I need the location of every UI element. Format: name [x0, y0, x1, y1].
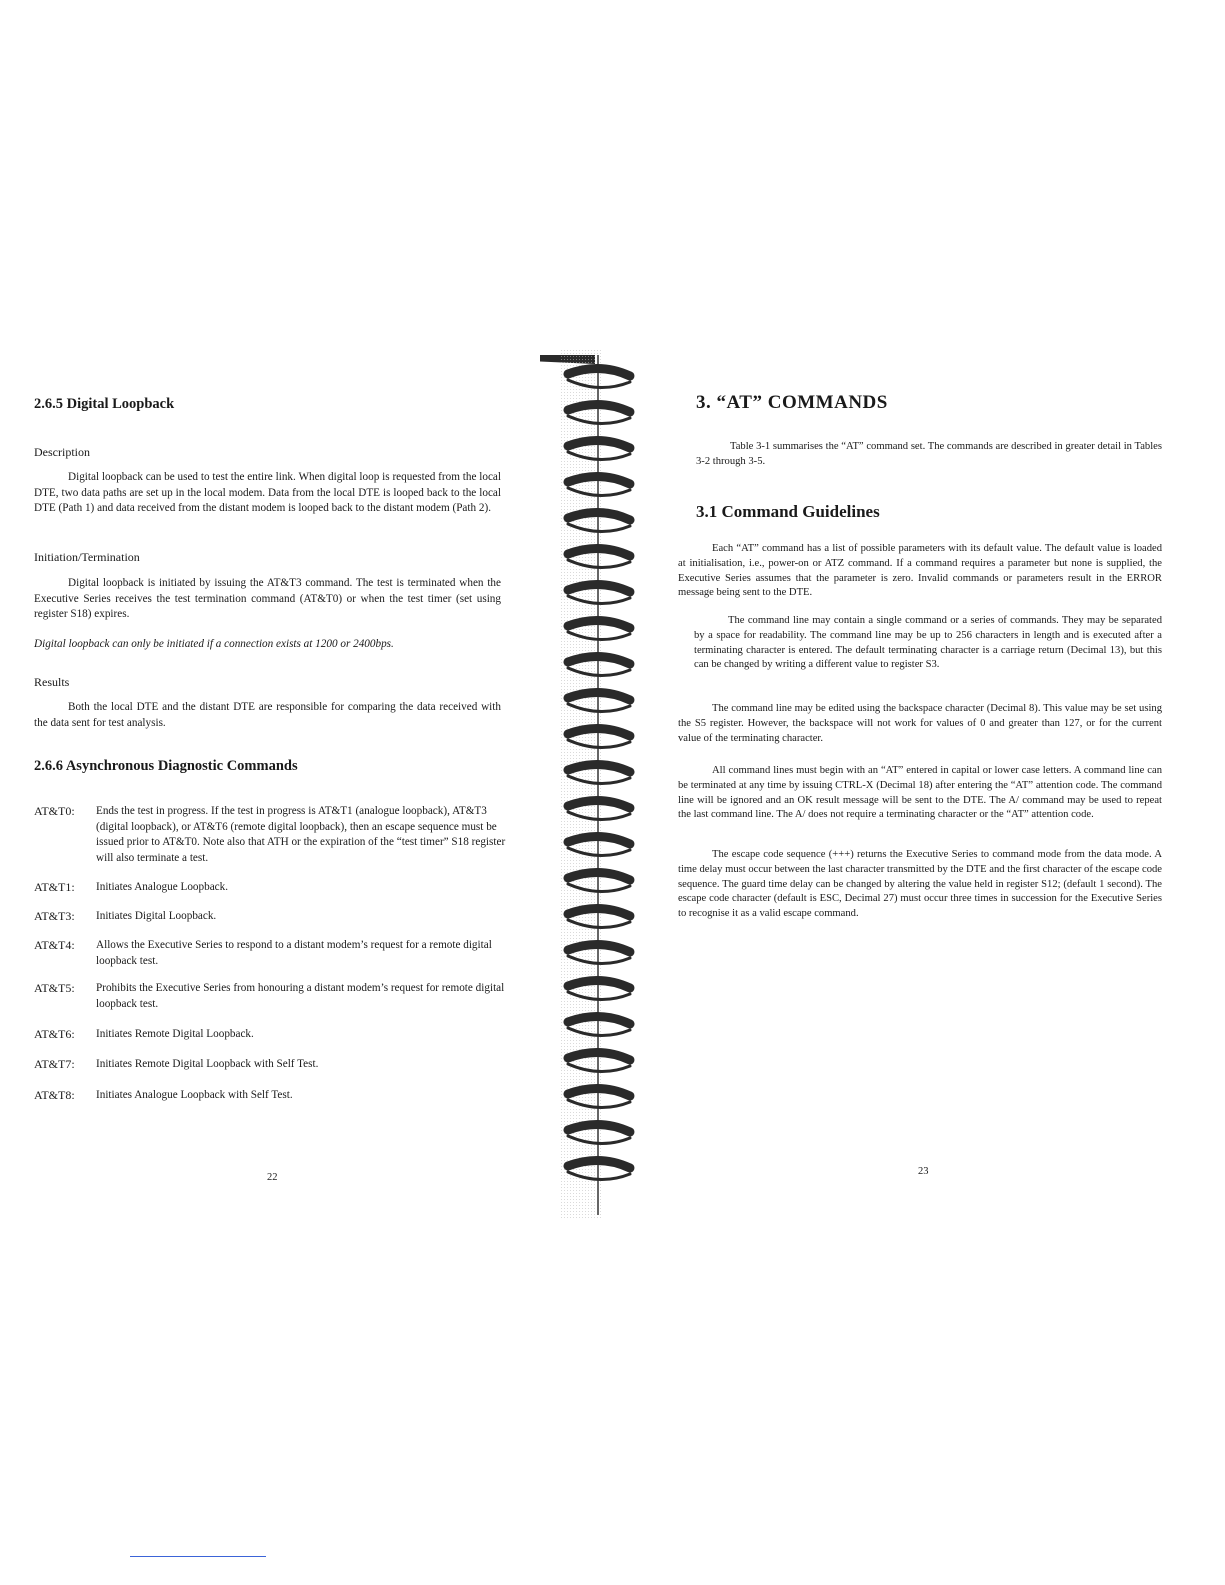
loopback-note: Digital loopback can only be initiated if a connection exists at 1200 or 2400bps.: [34, 638, 394, 650]
command-desc: Initiates Remote Digital Loopback.: [96, 1028, 254, 1040]
initiation-text: Digital loopback is initiated by issuing the AT&T3 command. The test is terminated when the Executive Series receives the test termination command (AT&T0) or when the test timer (set using register S18) expires.: [34, 577, 501, 620]
left-page: [0, 0, 560, 1585]
spiral-binding-icon: [540, 350, 680, 1220]
description-heading: Description: [34, 445, 90, 459]
guideline-text: All command lines must begin with an “AT” entered in capital or lower case letters. A command line can be terminated at any time by issuing CTRL-X (Decimal 18) after entering the “AT” attention code. The command line will be ignored and an OK result message will be sent to the DTE. The A/ command may be used to repeat the last command line. The A/ does not require a terminating character or the “AT” attention code.: [678, 765, 1162, 821]
command-code: AT&T1:: [34, 880, 75, 894]
results-heading: Results: [34, 675, 70, 689]
initiation-heading: Initiation/Termination: [34, 550, 140, 564]
guideline-paragraph: [678, 542, 1162, 601]
guideline-paragraph: [678, 848, 1162, 922]
command-code: AT&T3:: [34, 909, 75, 923]
section-31-title: 3.1 Command Guidelines: [696, 502, 880, 521]
command-code: AT&T5:: [34, 981, 75, 995]
command-desc: Initiates Remote Digital Loopback with Self Test.: [96, 1058, 319, 1070]
command-code: AT&T8:: [34, 1088, 75, 1102]
command-desc: Initiates Analogue Loopback with Self Test.: [96, 1089, 293, 1101]
section-265-title: 2.6.5 Digital Loopback: [34, 396, 175, 412]
page-number-left: 22: [267, 1172, 278, 1183]
initiation-paragraph: [34, 576, 501, 623]
guideline-paragraph: [678, 702, 1162, 746]
guideline-text: The command line may be edited using the backspace character (Decimal 8). This value may be set using the S5 register. However, the backspace will not work for values of 0 and greater than 127, or for the current value of the terminating character.: [678, 703, 1162, 744]
guideline-text: The escape code sequence (+++) returns the Executive Series to command mode from the data mode. A time delay must occur between the last character transmitted by the DTE and the first character of the escape code sequence. The guard time delay can be changed by altering the value held in register S12; (default 1 second). The escape code character (default is ESC, Decimal 27) must occur three times in succession for the Executive Series to recognise it as a valid escape command.: [678, 849, 1162, 920]
guideline-paragraph: [678, 764, 1162, 823]
command-desc: Initiates Digital Loopback.: [96, 910, 217, 922]
command-code: AT&T4:: [34, 938, 75, 952]
command-code: AT&T6:: [34, 1027, 75, 1041]
chapter-title: 3. “AT” COMMANDS: [696, 392, 888, 413]
command-desc: Initiates Analogue Loopback.: [96, 881, 229, 893]
results-paragraph: [34, 700, 501, 731]
command-code: AT&T0:: [34, 804, 75, 818]
command-desc: Allows the Executive Series to respond to a distant modem’s request for a remote digital loopback test.: [96, 939, 492, 967]
command-desc: Prohibits the Executive Series from honouring a distant modem’s request for remote digital loopback test.: [96, 982, 505, 1010]
description-paragraph: [34, 470, 501, 517]
right-page: [660, 0, 1225, 1585]
link-underline: [130, 1556, 266, 1557]
intro-text: Table 3-1 summarises the “AT” command set. The commands are described in greater detail in Tables 3-2 through 3-5.: [696, 441, 1162, 467]
section-266-title: 2.6.6 Asynchronous Diagnostic Commands: [34, 758, 298, 774]
page-number-right: 23: [918, 1166, 929, 1177]
command-desc: Ends the test in progress. If the test in progress is AT&T1 (analogue loopback), AT&T3 (digital loopback), or AT&T6 (remote digital loopback), then an escape sequence must be issued prior to AT&T0. Note also that ATH or the expiration of the “test timer” S18 register will also terminate a test.: [96, 805, 506, 864]
results-text: Both the local DTE and the distant DTE are responsible for comparing the data received with the data sent for test analysis.: [34, 701, 501, 729]
guideline-text: The command line may contain a single command or a series of commands. They may be separated by a space for readability. The command line may be up to 256 characters in length and is executed after a terminating character is entered. The default terminating character is a carriage return (Decimal 13), but this can be changed by writing a different value to register S3.: [694, 615, 1162, 671]
guideline-paragraph: [694, 614, 1162, 673]
guideline-text: Each “AT” command has a list of possible parameters with its default value. The default value is loaded at initialisation, i.e., power-on or ATZ command. If a command requires a parameter but none is supplied, the Executive Series assumes that the parameter is zero. Invalid commands or parameters result in the ERROR message being sent to the DTE.: [678, 543, 1162, 599]
intro-paragraph: [696, 440, 1162, 470]
description-text: Digital loopback can be used to test the entire link. When digital loop is requested from the local DTE, two data paths are set up in the local modem. Data from the local DTE is looped back to the local DTE (Path 1) and data received from the distant modem is looped back to the distant modem (Path 2).: [34, 471, 501, 514]
command-code: AT&T7:: [34, 1057, 75, 1071]
